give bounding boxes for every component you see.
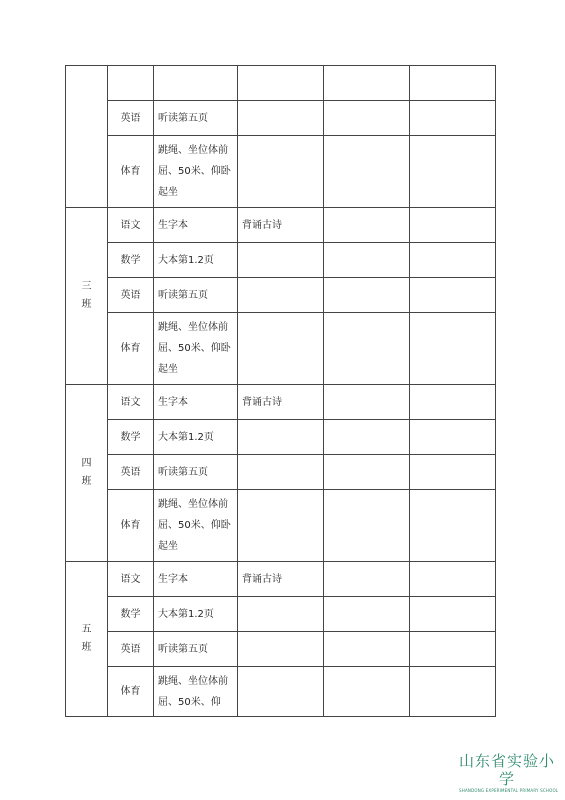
homework-cell: 听读第五页 — [154, 632, 238, 667]
empty-cell — [410, 208, 496, 243]
empty-cell — [410, 101, 496, 136]
empty-cell — [324, 562, 410, 597]
subject-cell: 体育 — [108, 136, 154, 208]
homework-cell: 背诵古诗 — [238, 208, 324, 243]
empty-cell — [410, 632, 496, 667]
empty-cell — [324, 420, 410, 455]
table-row — [66, 278, 496, 313]
subject-cell: 体育 — [108, 313, 154, 385]
homework-cell — [238, 136, 324, 208]
homework-cell — [238, 597, 324, 632]
empty-cell — [410, 385, 496, 420]
homework-cell: 大本第1.2页 — [154, 597, 238, 632]
school-name-cn: 山东省实验小学 — [459, 752, 556, 788]
homework-cell: 生字本 — [154, 208, 238, 243]
empty-cell — [410, 278, 496, 313]
table-row — [66, 136, 496, 208]
homework-cell: 跳绳、坐位体前屈、50米、仰卧起坐 — [154, 490, 238, 562]
homework-cell — [238, 632, 324, 667]
homework-cell — [238, 313, 324, 385]
empty-cell — [324, 455, 410, 490]
empty-cell — [410, 243, 496, 278]
empty-cell — [324, 313, 410, 385]
table-row — [66, 208, 496, 243]
homework-cell — [238, 490, 324, 562]
empty-cell — [324, 597, 410, 632]
subject-cell — [108, 66, 154, 101]
table-row — [66, 420, 496, 455]
homework-cell: 生字本 — [154, 385, 238, 420]
homework-cell — [238, 66, 324, 101]
subject-cell: 体育 — [108, 490, 154, 562]
homework-cell: 背诵古诗 — [238, 385, 324, 420]
empty-cell — [324, 243, 410, 278]
empty-cell — [410, 313, 496, 385]
class-cell — [66, 385, 108, 562]
subject-cell: 英语 — [108, 455, 154, 490]
homework-cell: 听读第五页 — [154, 101, 238, 136]
subject-cell: 数学 — [108, 597, 154, 632]
table-row — [66, 101, 496, 136]
empty-cell — [410, 66, 496, 101]
subject-cell: 英语 — [108, 632, 154, 667]
table-row — [66, 490, 496, 562]
class-label: 四班 — [81, 457, 92, 487]
homework-cell: 听读第五页 — [154, 455, 238, 490]
table-row — [66, 632, 496, 667]
empty-cell — [410, 597, 496, 632]
empty-cell — [324, 136, 410, 208]
table-row — [66, 562, 496, 597]
table-row — [66, 313, 496, 385]
homework-cell: 跳绳、坐位体前屈、50米、仰卧起坐 — [154, 136, 238, 208]
homework-cell — [238, 243, 324, 278]
empty-cell — [324, 101, 410, 136]
homework-cell: 生字本 — [154, 562, 238, 597]
table-row — [66, 385, 496, 420]
table-row — [66, 66, 496, 101]
class-cell — [66, 66, 108, 208]
school-name-en: SHANDONG EXPERIMENTAL PRIMARY SCHOOL — [459, 788, 559, 793]
empty-cell — [410, 667, 496, 717]
table-row — [66, 597, 496, 632]
subject-cell: 英语 — [108, 101, 154, 136]
class-cell — [66, 562, 108, 717]
subject-cell: 数学 — [108, 243, 154, 278]
empty-cell — [324, 208, 410, 243]
homework-cell — [238, 101, 324, 136]
class-cell — [66, 208, 108, 385]
empty-cell — [324, 632, 410, 667]
empty-cell — [410, 562, 496, 597]
empty-cell — [410, 420, 496, 455]
empty-cell — [324, 490, 410, 562]
class-label: 三班 — [81, 280, 92, 310]
subject-cell: 英语 — [108, 278, 154, 313]
empty-cell — [324, 66, 410, 101]
homework-cell: 跳绳、坐位体前屈、50米、仰卧起坐 — [154, 313, 238, 385]
empty-cell — [324, 667, 410, 717]
subject-cell: 数学 — [108, 420, 154, 455]
subject-cell: 语文 — [108, 562, 154, 597]
homework-cell — [238, 278, 324, 313]
empty-cell — [324, 278, 410, 313]
subject-cell: 语文 — [108, 208, 154, 243]
homework-cell — [154, 66, 238, 101]
homework-cell: 大本第1.2页 — [154, 420, 238, 455]
homework-cell — [238, 667, 324, 717]
homework-cell: 大本第1.2页 — [154, 243, 238, 278]
empty-cell — [410, 490, 496, 562]
empty-cell — [324, 385, 410, 420]
table-row — [66, 667, 496, 717]
homework-cell: 背诵古诗 — [238, 562, 324, 597]
class-label: 五班 — [81, 623, 92, 653]
homework-cell — [238, 420, 324, 455]
homework-cell: 听读第五页 — [154, 278, 238, 313]
empty-cell — [410, 136, 496, 208]
homework-cell — [238, 455, 324, 490]
subject-cell: 语文 — [108, 385, 154, 420]
school-logo — [459, 752, 559, 794]
table-row — [66, 455, 496, 490]
empty-cell — [410, 455, 496, 490]
homework-cell: 跳绳、坐位体前屈、50米、仰 — [154, 667, 238, 717]
table-row — [66, 243, 496, 278]
subject-cell: 体育 — [108, 667, 154, 717]
homework-table — [65, 65, 496, 717]
